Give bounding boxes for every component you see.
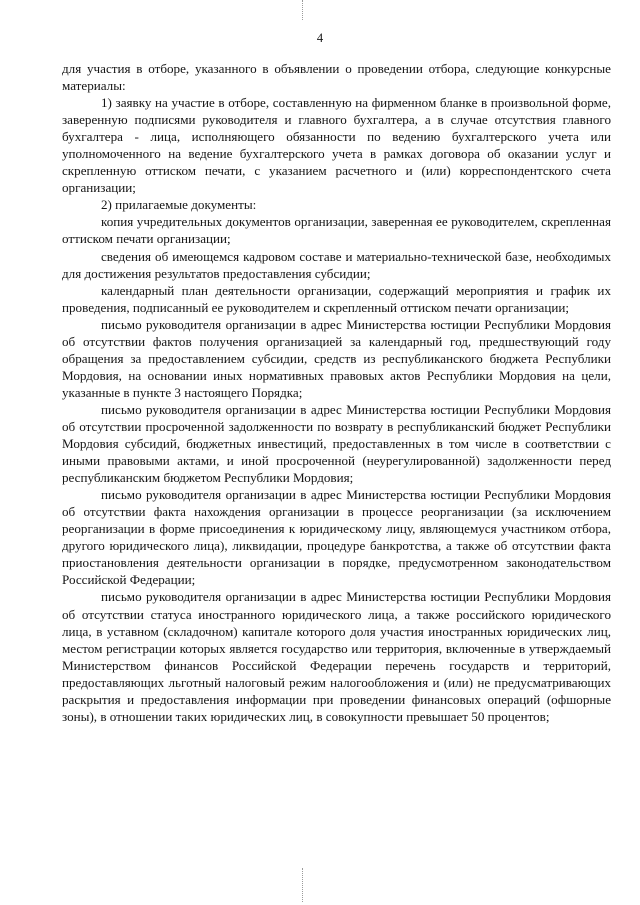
document-body xyxy=(62,60,611,725)
scan-binding-mark-top xyxy=(302,0,303,20)
paragraph-application: 1) заявку на участие в отборе, составленную на фирменном бланке в произвольной форме, заверенную подписями руководителя и главного бухгалтера, а в случае отсутствия главного бухгалтера - лица, исполняющего обязанности по ведению бухгалтерского учета или уполномоченного на ведение бухгалтерского учета в рамках договора об оказании услуг и скрепленную оттиском печати, с указанием расчетного и (или) корреспондентского счета организации; xyxy=(62,95,611,196)
paragraph-letter-no-debt: письмо руководителя организации в адрес Министерства юстиции Республики Мордовия об отсутствии просроченной задолженности по возврату в республиканский бюджет Республики Мордовия субсидий, бюджетных инвестиций, предоставленных в том числе в соответствии с иными правовыми актами, и иной просроченной (неурегулированной) задолженности перед республиканским бюджетом Республики Мордовия; xyxy=(62,401,611,486)
paragraph-letter-no-funding: письмо руководителя организации в адрес Министерства юстиции Республики Мордовия об отсутствии фактов получения организацией за календарный год, предшествующий году обращения за предоставлением субсидии, средств из республиканского бюджета Республики Мордовия, на основании иных нормативных правовых актов Республики Мордовия на цели, указанные в пункте 3 настоящего Порядка; xyxy=(62,316,611,400)
paragraph-founding-documents: копия учредительных документов организации, заверенная ее руководителем, скрепленная оттиском печати организации; xyxy=(62,214,611,247)
paragraph-staff-info: сведения об имеющемся кадровом составе и материально-технической базе, необходимых для достижения результатов предоставления субсидии; xyxy=(62,248,611,281)
paragraph-intro: для участия в отборе, указанного в объявлении о проведении отбора, следующие конкурсные материалы: xyxy=(62,61,611,94)
paragraph-attached-documents: 2) прилагаемые документы: xyxy=(101,197,257,213)
paragraph-calendar-plan: календарный план деятельности организации, содержащий мероприятия и график их проведения, подписанный ее руководителем и скрепленный оттиском печати организации; xyxy=(62,282,611,315)
page-number: 4 xyxy=(316,31,324,45)
paragraph-letter-no-foreign-status: письмо руководителя организации в адрес Министерства юстиции Республики Мордовия об отсутствии статуса иностранного юридического лица, а также российского юридического лица, в уставном (складочном) капитале которого доля участия иностранных юридических лиц, местом регистрации которых является государство или территория, включенные в утверждаемый Министерством финансов Российской Федерации перечень государств и территорий, предоставляющих льготный налоговый режим налогообложения и (или) не предусматривающих раскрытия и предоставления информации при проведении финансовых операций (офшорные зоны), в отношении таких юридических лиц, в совокупности превышает 50 процентов; xyxy=(62,589,611,724)
paragraph-letter-no-reorganization: письмо руководителя организации в адрес Министерства юстиции Республики Мордовия об отсутствии факта нахождения организации в процессе реорганизации (за исключением реорганизации в форме присоединения к юридическому лицу, являющемуся участником отбора, другого юридического лица), ликвидации, процедуре банкротства, а также об отсутствии факта приостановления деятельности организации в порядке, предусмотренном законодательством Российской Федерации; xyxy=(62,487,611,588)
scan-binding-mark-bottom xyxy=(302,868,303,902)
